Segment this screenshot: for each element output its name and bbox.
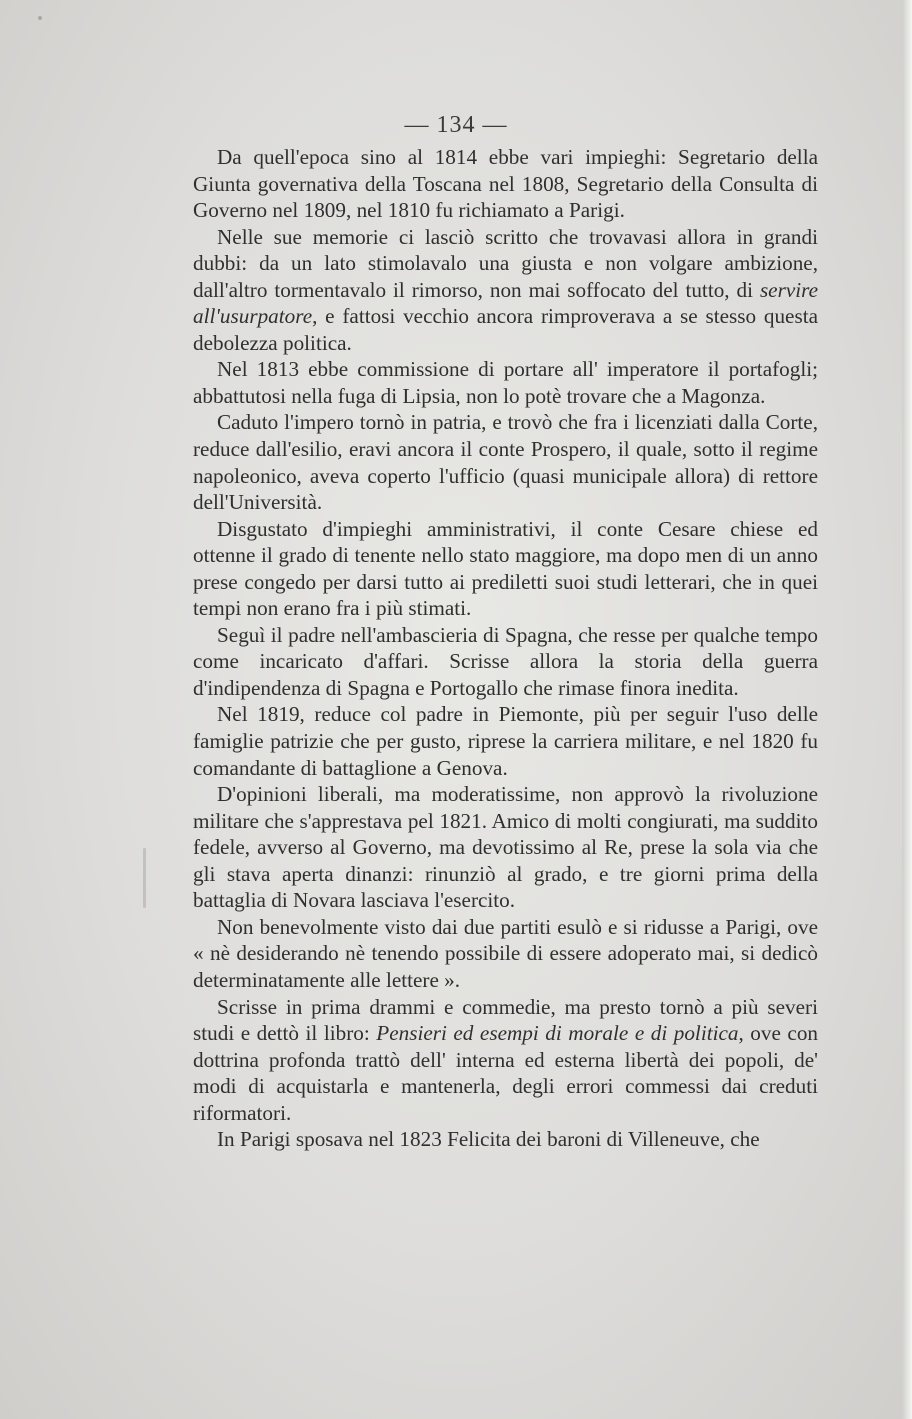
body-text — [193, 144, 818, 1153]
paragraph: Nel 1819, reduce col padre in Piemonte, più per seguir l'uso delle famiglie patrizie che per gusto, riprese la carriera militare, e nel 1820 fu comandante di battaglione a Genova. — [193, 702, 818, 780]
paragraph: Nel 1813 ebbe commissione di portare all' imperatore il portafogli; abbattutosi nella fuga di Lipsia, non lo potè trovare che a Magonza. — [193, 357, 818, 408]
paragraph: Non benevolmente visto dai due partiti esulò e si ridusse a Parigi, ove « nè desiderando nè tenendo possibile di essere adoperato mai, si dedicò determinatamente alle lettere ». — [193, 914, 818, 992]
paragraph: Seguì il padre nell'ambascieria di Spagna, che resse per qualche tempo come incaricato d'affari. Scrisse allora la storia della guerra d'indipendenza di Spagna e Portogallo che rimase finora inedita. — [193, 622, 818, 700]
paragraph: Scrisse in prima drammi e commedie, ma presto tornò a più severi studi e dettò il libro: Pensieri ed esempi di morale e di politica, ove con dottrina profonda trattò dell' interna ed esterna libertà dei popoli, de' modi di acquistarla e mantenerla, degli errori commessi dai creduti riformatori. — [193, 994, 819, 1125]
paragraph: Caduto l'impero tornò in patria, e trovò che fra i licenziati dalla Corte, reduce dall'esilio, eravi ancora il conte Prospero, il quale, sotto il regime napoleonico, aveva coperto l'ufficio (quasi municipale allora) di rettore dell'Università. — [193, 410, 818, 515]
scan-speck — [38, 16, 42, 20]
page-edge — [902, 0, 912, 1419]
paragraph: Disgustato d'impieghi amministrativi, il conte Cesare chiese ed ottenne il grado di tenente nello stato maggiore, ma dopo men di un anno prese congedo per darsi tutto ai prediletti suoi studi letterari, che in quei tempi non erano fra i più stimati. — [193, 516, 818, 621]
italic-phrase: servire all'usurpatore — [193, 277, 818, 329]
paragraph: Da quell'epoca sino al 1814 ebbe vari impieghi: Segretario della Giunta governativa della Toscana nel 1808, Segretario della Consulta di Governo nel 1809, nel 1810 fu richiamato a Parigi. — [193, 145, 818, 223]
paragraph: In Parigi sposava nel 1823 Felicita dei baroni di Villeneuve, che — [217, 1127, 760, 1152]
scan-mark — [143, 848, 146, 908]
page-number: — 134 — — [404, 112, 508, 138]
paragraph: Nelle sue memorie ci lasciò scritto che trovavasi allora in grandi dubbi: da un lato stimolavalo una giusta e non volgare ambizione, dall'altro tormentavalo il rimorso, non mai soffocato del tutto, di servire all'usurpatore, e fattosi vecchio ancora rimproverava a se stesso questa debolezza politica. — [193, 224, 818, 355]
paragraph: D'opinioni liberali, ma moderatissime, non approvò la rivoluzione militare che s'apprestava pel 1821. Amico di molti congiurati, ma suddito fedele, avverso al Governo, ma devotissimo al Re, prese la sola via che gli stava aperta dinanzi: rinunziò al grado, e tre giorni prima della battaglia di Novara lasciava l'esercito. — [193, 782, 818, 913]
book-title: Pensieri ed esempi di morale e di politica — [376, 1021, 739, 1046]
